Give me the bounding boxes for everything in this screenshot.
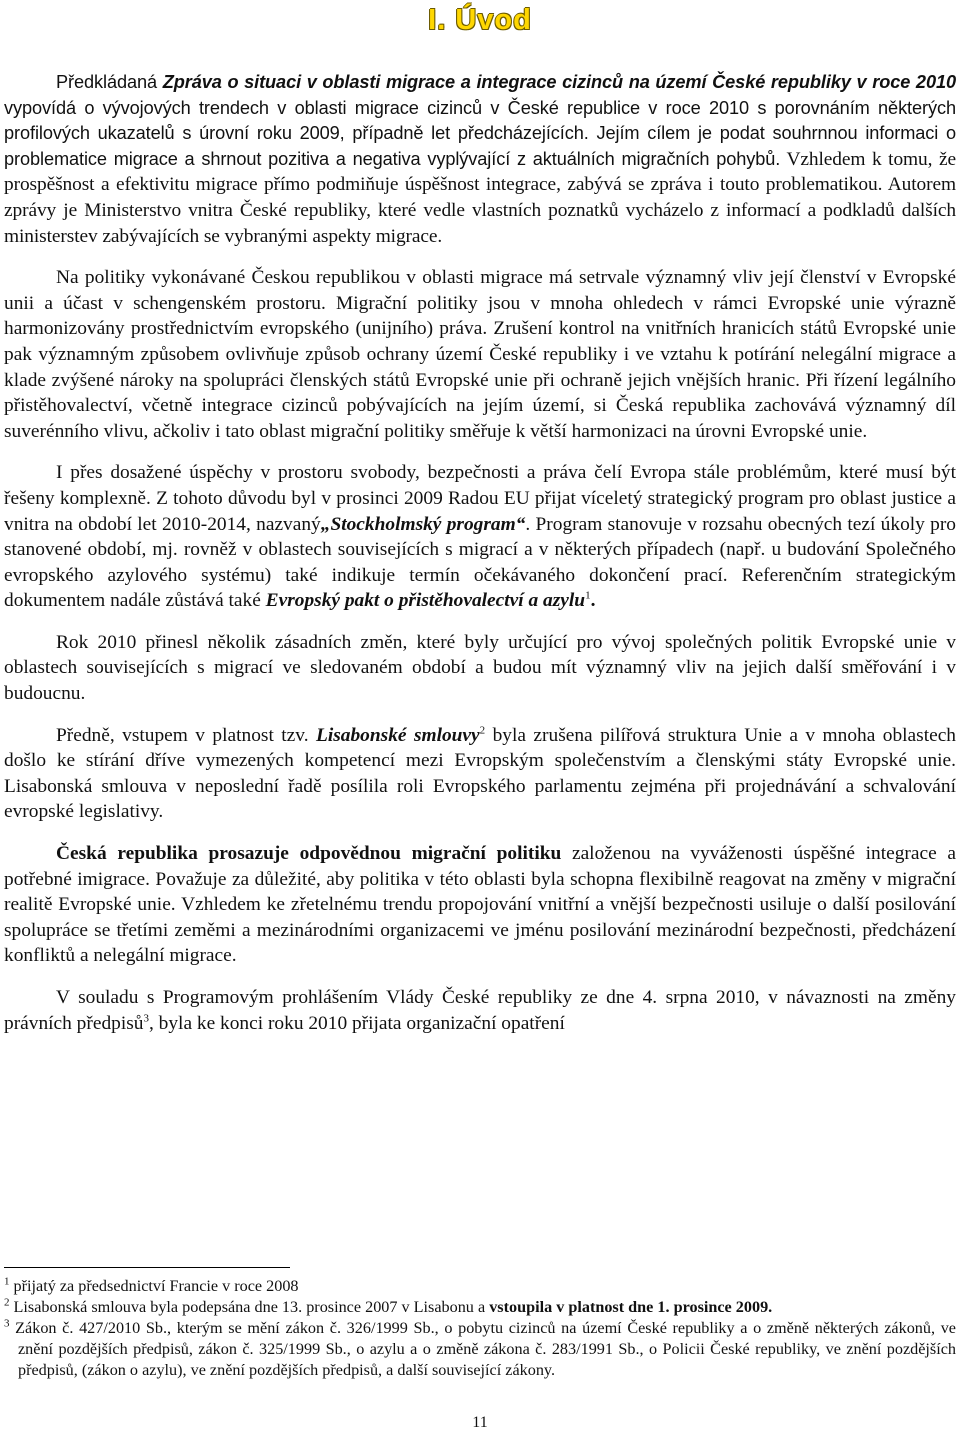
footnote-number: 3	[4, 1317, 10, 1330]
text-run: I přes dosažené úspěchy v prostoru svobody, bezpečnosti a práva čelí Evropa stále problémům, které musí být řešeny komplexně. Z tohoto důvodu byl v prosinci 2009 Radou EU přijat víceletý strategický program pro oblast justice a vnitra na období let 2010-2014, nazvaný	[4, 462, 956, 535]
text-run: byla zrušena pilířová struktura Unie a v mnoha oblastech došlo ke stírání dříve vymezených kompetencí mezi Evropským společenstvím a členskými státy Evropské unie. Lisabonská smlouva v neposlední řadě posílila roli Evropského parlamentu zejména při projednávání a schvalování evropské legislativy.	[4, 724, 956, 823]
paragraph-2010-changes: Rok 2010 přinesl několik zásadních změn, které byly určující pro vývoj společných politik Evropské unie v oblastech souvisejících s migrací ve sledovaném období a budou mít významný vliv na jejich další směřování i v budoucnu.	[4, 631, 956, 705]
footnote-text: přijatý za předsednictví Francie v roce 2008	[9, 1277, 299, 1295]
european-pact: Evropský pakt o přistěhovalectví a azylu	[265, 590, 586, 612]
policy-statement: Česká republika prosazuje odpovědnou migrační politiku	[56, 843, 562, 865]
paragraph-intro	[4, 70, 956, 249]
footnote-number: 1	[4, 1275, 10, 1288]
paragraph-government	[4, 985, 956, 1036]
footnotes	[4, 1276, 956, 1381]
footnote-ref-1[interactable]: 1	[585, 589, 591, 602]
report-title: Zpráva o situaci v oblasti migrace a integrace cizinců na území České republiky v roce 2010	[162, 72, 956, 92]
footnote-text: Lisabonská smlouva byla podepsána dne 13. prosince 2007 v Lisabonu a	[9, 1298, 490, 1316]
footnote-number: 2	[4, 1296, 10, 1309]
footnote-divider	[4, 1267, 290, 1268]
page-title: I. Úvod	[428, 4, 532, 36]
text-run: V souladu s Programovým prohlášením Vlády České republiky ze dne 4. srpna 2010, v návaznosti na změny právních předpisů	[4, 987, 956, 1034]
footnote-ref-2[interactable]: 2	[479, 724, 486, 737]
footnote-bold: vstoupila v platnost dne 1. prosince 2009.	[489, 1298, 773, 1316]
paragraph-stockholm	[4, 460, 956, 614]
footnote-ref-3[interactable]: 3	[143, 1012, 149, 1025]
footnote-3	[4, 1318, 956, 1381]
page-number: 11	[472, 1414, 488, 1431]
paragraph-eu-membership: Na politiky vykonávané Českou republikou v oblasti migrace má setrvale významný vliv její členství v Evropské unii a účast v schengenském prostoru. Migrační politiky jsou v mnoha ohledech v rámci Evropské unie výrazně harmonizovány prostřednictvím evropského (unijního) práva. Zrušení kontrol na vnitřních hranicích států Evropské unie pak významným způsobem ovlivňuje způsob ochrany území České republiky i ve vztahu k potírání nelegální migrace a klade zvýšené nároky na spolupráci členských států Evropské unie při ochraně jejich vnějších hranic. Při řízení legálního přistěhovalectví, včetně integrace cizinců pobývajících na jejím území, si Česká republika zachovává významný díl suverénního vlivu, ačkoliv i tato oblast migrační politiky směřuje k větší harmonizaci na úrovni Evropské unie.	[4, 267, 956, 442]
text-run: založenou na vyváženosti úspěšné integrace a potřebné imigrace. Považuje za důležité, aby politika v této oblasti byla schopna flexibilně reagovat na změny v migrační realitě Evropské unie. Vzhledem ke zřetelnému trendu propojování vnitřní a vnější bezpečnosti usiluje o další posilování spolupráce se třetími zeměmi a mezinárodními organizacemi ve jménu posilování mezinárodní bezpečnosti, předcházení konfliktů a nelegální migrace.	[4, 843, 956, 967]
lisbon-treaty: Lisabonské smlouvy	[316, 724, 480, 746]
text-run: Vzhledem k tomu, že prospěšnost a efektivitu migrace přímo podmiňuje úspěšnost integrace, zabývá se zpráva i touto problematikou. Autorem zprávy je Ministerstvo vnitra České republiky, které vedle vlastních poznatků vycházelo z informací a podkladů dalších ministerstev zabývajících se vybranými aspekty migrace.	[4, 148, 956, 247]
text-run: , byla ke konci roku 2010 přijata organizační opatření	[148, 1012, 565, 1034]
footnote-2	[4, 1297, 956, 1318]
paragraph-czech-policy	[4, 841, 956, 969]
stockholm-program: „Stockholmský program“	[320, 513, 526, 535]
text-run: Předkládaná	[56, 72, 163, 92]
document-body	[4, 70, 956, 1036]
footnote-1	[4, 1276, 956, 1297]
text-run: .	[590, 590, 596, 612]
text-run: Předně, vstupem v platnost tzv.	[56, 724, 316, 746]
text-run: . Program stanovuje v rozsahu obecných tezí úkoly pro stanovené období, mj. rovněž v oblastech souvisejících s migrací a v některých případech (např. u budování Společného evropského azylového systému) také indikuje termín očekávaného dokončení prací. Referenčním strategickým dokumentem nadále zůstává také	[4, 513, 957, 612]
paragraph-lisbon	[4, 723, 956, 825]
footnote-text: Zákon č. 427/2010 Sb., kterým se mění zákon č. 326/1999 Sb., o pobytu cizinců na území České republiky a o změně některých zákonů, ve znění pozdějších předpisů, zákon č. 325/1999 Sb., o azylu a o změně zákona č. 283/1991 Sb., o Policii České republiky, ve znění pozdějších předpisů, (zákon o azylu), ve znění pozdějších předpisů, a další související zákony.	[9, 1319, 956, 1379]
text-run: vypovídá o vývojových trendech v oblasti migrace cizinců v České republice v roce 2010 s porovnáním některých profilových ukazatelů s úrovní roku 2009, případně let předcházejících. Jejím cílem je podat souhrnnou informaci o problematice migrace a shrnout pozitiva a negativa vyplývající z aktuálních migračních pohybů.	[4, 97, 956, 169]
